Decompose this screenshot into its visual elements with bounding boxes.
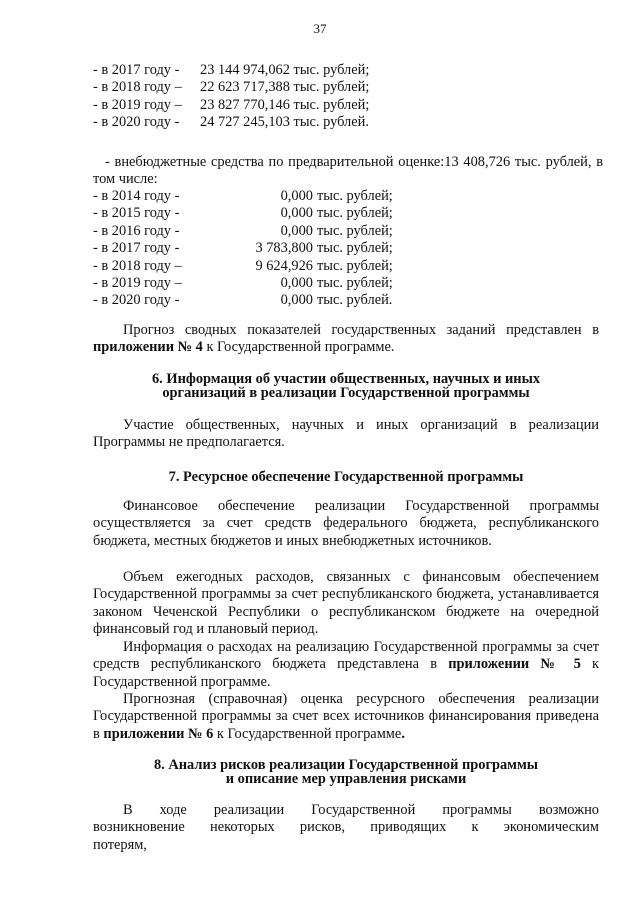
- section-7-text-4-tail: к Государственной программе: [213, 725, 402, 742]
- year-label: - в 2019 году –: [93, 96, 182, 113]
- appendix-reference: приложении № 5: [448, 656, 581, 673]
- year-label: - в 2020 году -: [93, 114, 180, 131]
- list-item: [93, 97, 369, 114]
- section-8-heading: [93, 758, 599, 786]
- amount-value: 9 624,926: [255, 257, 313, 274]
- year-label: - в 2018 году –: [93, 257, 182, 274]
- unit-label: тыс. рублей;: [317, 222, 393, 239]
- period-mark: .: [401, 725, 405, 742]
- year-label: - в 2017 году -: [93, 240, 180, 257]
- amount-value: 24 727 245,103 тыс. рублей.: [200, 114, 369, 131]
- section-6-paragraph: [93, 417, 599, 452]
- forecast-text-tail: к Государственной программе.: [202, 339, 395, 356]
- year-label: - в 2017 году -: [93, 62, 180, 78]
- section-7-text-1: Финансовое обеспечение реализации Государственной программы осуществляется за счет средств федерального бюджета, республиканского бюджета, местных бюджетов и иных внебюджетных источников.: [93, 498, 599, 549]
- amount-value: 0,000: [280, 222, 313, 239]
- forecast-paragraph: [93, 322, 599, 357]
- year-label: - в 2015 году -: [93, 205, 180, 222]
- unit-label: тыс. рублей;: [317, 274, 393, 291]
- amount-value: 0,000: [280, 274, 313, 291]
- list-item: [93, 223, 393, 240]
- list-item: [93, 114, 369, 131]
- section-7-text-4: Прогнозная (справочная) оценка ресурсного обеспечения реализации Государственной программы за счет всех источников финансирования приведена в: [93, 691, 599, 742]
- section-7-paragraph-1: [93, 498, 599, 550]
- amount-value: 22 623 717,388 тыс. рублей;: [200, 79, 370, 96]
- section-6-text: Участие общественных, научных и иных организаций в реализации Программы не предполагается.: [93, 417, 599, 451]
- list-item: [93, 292, 393, 309]
- year-label: - в 2018 году –: [93, 79, 182, 96]
- list-item: [93, 275, 393, 292]
- section-7-heading: [93, 470, 599, 484]
- offbudget-year-list: [93, 188, 393, 310]
- amount-value: 23 827 770,146 тыс. рублей;: [200, 96, 370, 113]
- section-8-title-line-1: 8. Анализ рисков реализации Государственной программы: [153, 757, 539, 773]
- section-8-paragraph: [93, 802, 599, 854]
- year-label: - в 2014 году -: [93, 188, 180, 204]
- amount-value: 3 783,800: [255, 240, 313, 257]
- section-7-text-2: Объем ежегодных расходов, связанных с финансовым обеспечением Государственной программы за счет республиканского бюджета, устанавливается законом Чеченской Республики о республиканском бюджете на очередной финансовый год и плановый период.: [93, 569, 599, 638]
- forecast-text: Прогноз сводных показателей государственных заданий представлен в: [123, 322, 599, 338]
- list-item: [93, 205, 393, 222]
- year-label: - в 2016 году -: [93, 222, 180, 239]
- amount-value: 0,000: [280, 292, 313, 309]
- section-8-title-line-2: и описание мер управления рисками: [225, 771, 467, 787]
- amount-value: 23 144 974,062 тыс. рублей;: [200, 62, 370, 78]
- list-item: [93, 258, 393, 275]
- appendix-reference: приложении № 4: [93, 339, 203, 356]
- unit-label: тыс. рублей;: [317, 188, 393, 204]
- section-8-text: В ходе реализации Государственной программы возможно возникновение некоторых рисков, приводящих к экономическим потерям,: [93, 802, 599, 853]
- offbudget-intro: [93, 154, 603, 189]
- section-6-heading: [93, 372, 599, 400]
- list-item: [93, 188, 393, 205]
- unit-label: тыс. рублей.: [317, 292, 393, 309]
- year-label: - в 2020 году -: [93, 292, 180, 309]
- list-item: [93, 240, 393, 257]
- unit-label: тыс. рублей;: [317, 240, 393, 257]
- list-item: [93, 79, 369, 96]
- year-label: - в 2019 году –: [93, 274, 182, 291]
- appendix-reference: приложении № 6: [103, 725, 214, 742]
- offbudget-intro-text: - внебюджетные средства по предварительной оценке:13 408,726 тыс. рублей, в том числе:: [93, 154, 603, 188]
- amount-value: 0,000: [280, 205, 313, 222]
- page-number: 37: [313, 21, 327, 36]
- amount-value: 0,000: [280, 188, 313, 204]
- section-7-text-3-tail: к Государственной программе.: [93, 656, 599, 690]
- budget-year-list: [93, 62, 369, 132]
- section-7-paragraph-4: [93, 691, 599, 743]
- section-6-title-line-2: организаций в реализации Государственной программы: [162, 385, 530, 401]
- section-7-title: 7. Ресурсное обеспечение Государственной программы: [168, 469, 524, 485]
- list-item: [93, 62, 369, 79]
- section-7-text-3: Информация о расходах на реализацию Государственной программы за счет средств республиканского бюджета представлена в: [93, 639, 599, 673]
- section-7-paragraph-3: [93, 639, 599, 691]
- unit-label: тыс. рублей;: [317, 257, 393, 274]
- section-6-title-line-1: 6. Информация об участии общественных, научных и иных: [151, 371, 541, 387]
- unit-label: тыс. рублей;: [317, 205, 393, 222]
- section-7-paragraph-2: [93, 569, 599, 639]
